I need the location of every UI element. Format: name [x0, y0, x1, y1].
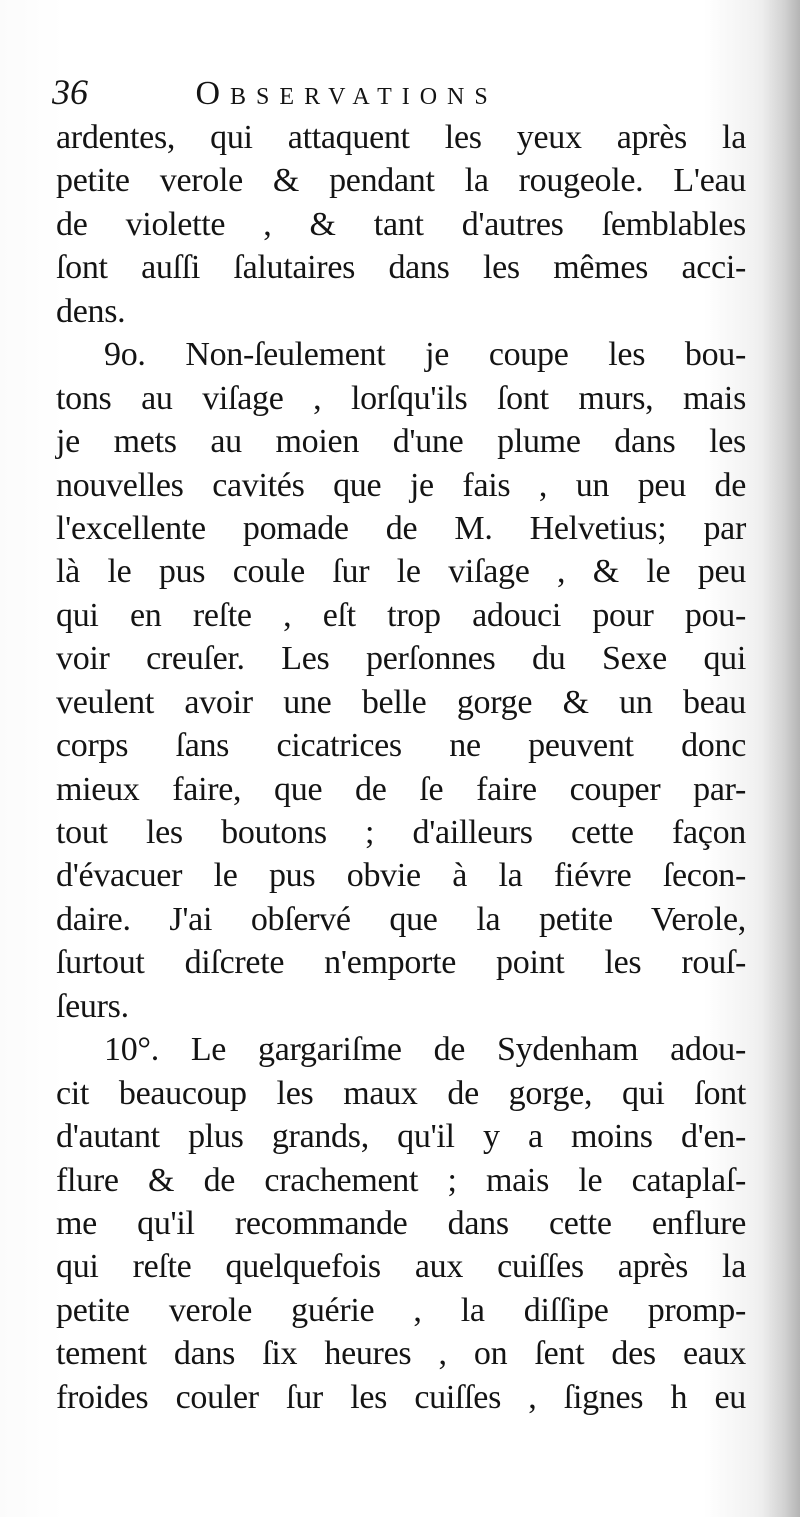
text-line: ſont auſſi ſalutaires dans les mêmes acci- — [56, 249, 746, 287]
text-line: veulent avoir une belle gorge & un beau — [56, 683, 746, 721]
text-line: ſurtout diſcrete n'emporte point les rouſ- — [56, 944, 746, 982]
text-line: tout les boutons ; d'ailleurs cette façon — [56, 814, 746, 851]
paragraph-start-10: 10°. Le gargariſme de Sydenham adou- — [104, 1031, 746, 1069]
page-header — [52, 66, 752, 118]
text-line: qui en reſte , eſt trop adouci pour pou- — [56, 596, 746, 634]
text-line: cit beaucoup les maux de gorge, qui ſont — [56, 1074, 746, 1112]
text-line: ſeurs. — [56, 987, 129, 1025]
text-line: petite verole guérie , la diſſipe promp- — [56, 1291, 746, 1329]
text-line: je mets au moien d'une plume dans les — [56, 423, 746, 461]
text-line: nouvelles cavités que je fais , un peu de — [56, 466, 746, 504]
text-line: petite verole & pendant la rougeole. L'eau — [56, 162, 746, 200]
text-line: mieux faire, que de ſe faire couper par- — [56, 770, 746, 808]
text-line: me qu'il recommande dans cette enflure — [56, 1204, 746, 1242]
body-text — [56, 116, 746, 1419]
paragraph-start-9: 9o. Non-ſeulement je coupe les bou- — [104, 336, 746, 374]
text-line: qui reſte quelquefois aux cuiſſes après la — [56, 1248, 746, 1286]
text-line: d'autant plus grands, qu'il y a moins d'en- — [56, 1118, 746, 1156]
text-line: tement dans ſix heures , on ſent des eaux — [56, 1335, 746, 1373]
text-line: de violette , & tant d'autres ſemblables — [56, 205, 746, 243]
binding-shadow — [762, 0, 800, 1517]
running-head: Observations — [195, 75, 498, 112]
text-line: voir creuſer. Les perſonnes du Sexe qui — [56, 640, 746, 678]
text-line: l'excellente pomade de M. Helvetius; par — [56, 509, 746, 547]
text-line: froides couler ſur les cuiſſes , ſignes h eu — [56, 1378, 746, 1416]
text-line: là le pus coule ſur le viſage , & le peu — [56, 553, 746, 591]
text-line: corps ſans cicatrices ne peuvent donc — [56, 727, 746, 765]
text-line: flure & de crachement ; mais le cataplaſ- — [56, 1161, 746, 1199]
text-line: d'évacuer le pus obvie à la fiévre ſecon- — [56, 857, 746, 895]
text-line: dens. — [56, 292, 126, 330]
text-line: daire. J'ai obſervé que la petite Verole, — [56, 900, 746, 938]
text-line: tons au viſage , lorſqu'ils ſont murs, mais — [56, 379, 746, 417]
text-line: ardentes, qui attaquent les yeux après la — [56, 119, 746, 156]
page-number: 36 — [52, 72, 88, 112]
